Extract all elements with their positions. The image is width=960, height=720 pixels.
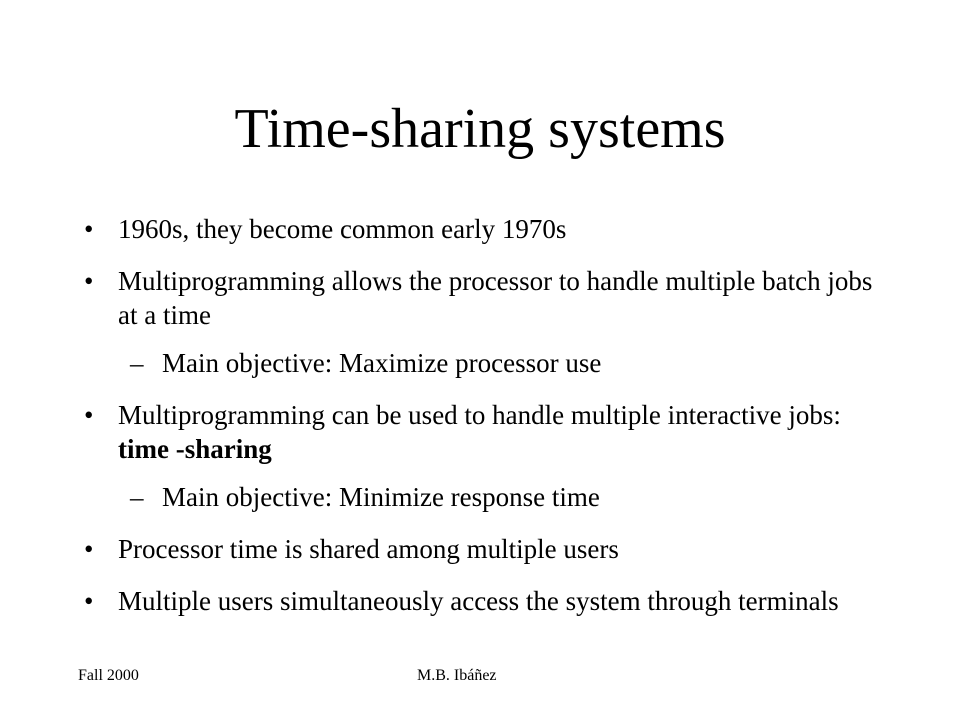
bullet-marker: • bbox=[84, 266, 94, 296]
bullet-marker: • bbox=[84, 214, 94, 244]
bullet-item bbox=[0, 584, 878, 618]
bullet-item bbox=[0, 398, 878, 466]
dash-marker: – bbox=[130, 482, 144, 512]
slide-title: Time-sharing systems bbox=[234, 98, 726, 160]
footer-date: Fall 2000 bbox=[78, 667, 139, 684]
bullet-marker: • bbox=[84, 400, 94, 430]
bullet-text-emphasis: time -sharing bbox=[118, 434, 272, 464]
bullet-item bbox=[0, 264, 878, 332]
bullet-text: Multiprogramming allows the processor to handle multiple batch jobs at a time bbox=[118, 266, 873, 330]
sub-bullet-item bbox=[0, 480, 878, 514]
bullet-item bbox=[0, 532, 878, 566]
footer-author: M.B. Ibáñez bbox=[417, 667, 497, 684]
bullet-text: Processor time is shared among multiple users bbox=[118, 534, 619, 564]
bullet-text-plain: Multiprogramming can be used to handle multiple interactive jobs: bbox=[118, 400, 841, 430]
bullet-marker: • bbox=[84, 534, 94, 564]
sub-bullet-text: Main objective: Maximize processor use bbox=[162, 348, 602, 378]
sub-bullet-item bbox=[0, 346, 878, 380]
bullet-marker: • bbox=[84, 586, 94, 616]
bullet-text: Multiple users simultaneously access the system through terminals bbox=[118, 586, 839, 616]
bullet-item bbox=[0, 212, 878, 246]
bullet-text bbox=[118, 400, 841, 464]
sub-bullet-text: Main objective: Minimize response time bbox=[162, 482, 600, 512]
bullet-list bbox=[0, 212, 960, 618]
bullet-text: 1960s, they become common early 1970s bbox=[118, 214, 567, 244]
dash-marker: – bbox=[130, 348, 144, 378]
